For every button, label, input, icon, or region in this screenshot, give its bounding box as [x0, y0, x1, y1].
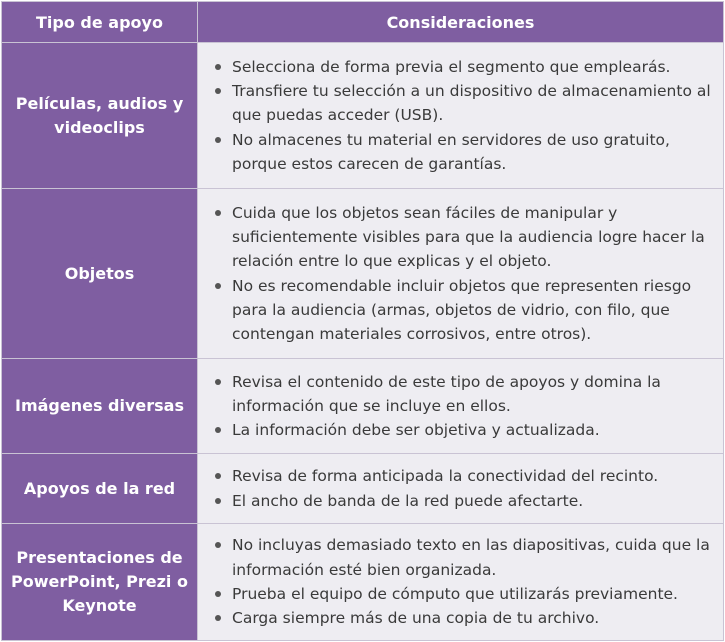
row-type-label: Apoyos de la red	[2, 454, 198, 524]
row-considerations	[198, 189, 724, 359]
list-item: No es recomendable incluir objetos que representen riesgo para la audiencia (armas, objetos de vidrio, con filo, que contengan materiales corrosivos, entre otros).	[232, 274, 713, 347]
row-considerations	[198, 43, 724, 189]
table-row	[2, 43, 724, 189]
considerations-list	[198, 55, 713, 176]
considerations-list	[198, 464, 713, 513]
list-item: Prueba el equipo de cómputo que utilizarás previamente.	[232, 582, 713, 606]
list-item: Carga siempre más de una copia de tu archivo.	[232, 606, 713, 630]
table-row	[2, 189, 724, 359]
list-item: Transfiere tu selección a un dispositivo de almacenamiento al que puedas acceder (USB).	[232, 79, 713, 128]
table-row	[2, 524, 724, 641]
row-type-label: Películas, audios y videoclips	[2, 43, 198, 189]
header-consideraciones: Consideraciones	[198, 2, 724, 43]
table-row	[2, 359, 724, 454]
row-type-label: Presentaciones de PowerPoint, Prezi o Keynote	[2, 524, 198, 641]
list-item: Revisa de forma anticipada la conectividad del recinto.	[232, 464, 713, 488]
considerations-list	[198, 201, 713, 347]
list-item: Cuida que los objetos sean fáciles de manipular y suficientemente visibles para que la audiencia logre hacer la relación entre lo que explicas y el objeto.	[232, 201, 713, 274]
row-type-label: Objetos	[2, 189, 198, 359]
header-tipo-de-apoyo: Tipo de apoyo	[2, 2, 198, 43]
row-type-label: Imágenes diversas	[2, 359, 198, 454]
row-considerations	[198, 524, 724, 641]
row-considerations	[198, 359, 724, 454]
considerations-list	[198, 370, 713, 443]
support-types-table	[1, 1, 724, 641]
row-considerations	[198, 454, 724, 524]
list-item: No almacenes tu material en servidores de uso gratuito, porque estos carecen de garantías.	[232, 128, 713, 177]
table-header-row	[2, 2, 724, 43]
considerations-list	[198, 533, 713, 630]
list-item: Selecciona de forma previa el segmento que emplearás.	[232, 55, 713, 79]
list-item: La información debe ser objetiva y actualizada.	[232, 418, 713, 442]
table-row	[2, 454, 724, 524]
list-item: No incluyas demasiado texto en las diapositivas, cuida que la información esté bien organizada.	[232, 533, 713, 582]
list-item: El ancho de banda de la red puede afectarte.	[232, 489, 713, 513]
list-item: Revisa el contenido de este tipo de apoyos y domina la información que se incluye en ellos.	[232, 370, 713, 419]
